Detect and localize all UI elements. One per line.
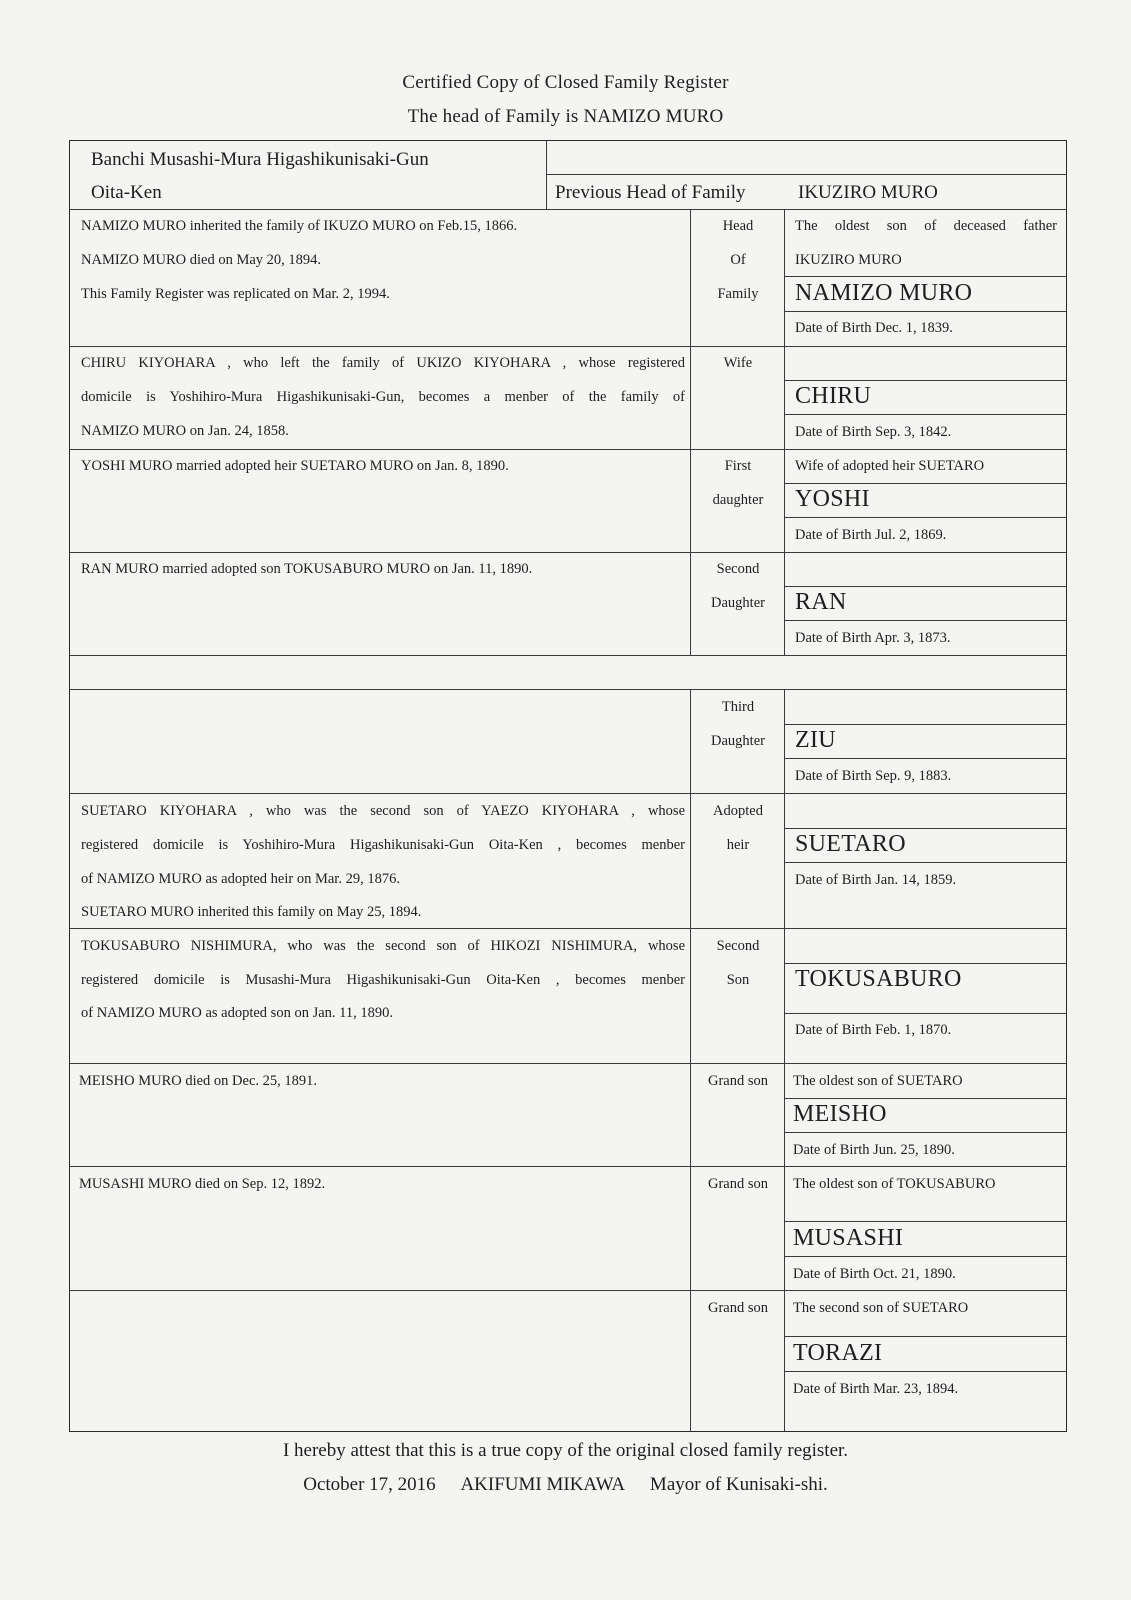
attestation-date: October 17, 2016 <box>303 1474 436 1495</box>
entry-event: TOKUSABURO NISHIMURA, who was the second son of HIKOZI NISHIMURA, whose <box>81 938 685 954</box>
person-line <box>784 483 1066 484</box>
entry-event: This Family Register was replicated on Mar. 2, 1994. <box>81 286 390 302</box>
relation-label: Grand son <box>707 1300 768 1316</box>
domicile-line-2: Oita-Ken <box>91 182 162 203</box>
relation-label: Son <box>726 972 750 988</box>
previous-head-label: Previous Head of Family <box>555 182 746 203</box>
person-line <box>784 828 1066 829</box>
entry-event: NAMIZO MURO died on May 20, 1894. <box>81 252 322 268</box>
relation-label: Wife <box>723 355 753 371</box>
date-of-birth: Date of Birth Sep. 3, 1842. <box>795 424 952 440</box>
person-line <box>784 380 1066 381</box>
attestation-official: AKIFUMI MIKAWA <box>460 1474 626 1495</box>
entry-event: RAN MURO married adopted son TOKUSABURO MURO on Jan. 11, 1890. <box>81 561 533 577</box>
date-of-birth: Date of Birth Sep. 9, 1883. <box>795 768 952 784</box>
person-column-left <box>784 689 785 1431</box>
relation-label: Of <box>730 252 746 268</box>
entry-event: MEISHO MURO died on Dec. 25, 1891. <box>79 1073 318 1089</box>
person-line <box>784 276 1066 277</box>
person-line <box>784 620 1066 621</box>
section-line <box>70 793 1066 794</box>
person-name: TORAZI <box>793 1340 883 1366</box>
person-line <box>784 311 1066 312</box>
person-name: SUETARO <box>795 831 906 857</box>
person-note: The oldest son of SUETARO <box>793 1073 963 1089</box>
person-line <box>784 758 1066 759</box>
section-line <box>70 346 1066 347</box>
header-divider <box>546 141 547 210</box>
entry-event: domicile is Yoshihiro-Mura Higashikunisaki-Gun, becomes a menber of the family of <box>81 389 685 405</box>
person-name: ZIU <box>795 727 836 753</box>
entry-event: MUSASHI MURO died on Sep. 12, 1892. <box>79 1176 326 1192</box>
relation-label: Second <box>716 561 760 577</box>
date-of-birth: Date of Birth Oct. 21, 1890. <box>793 1266 956 1282</box>
person-note: IKUZIRO MURO <box>795 252 902 268</box>
relation-label: Grand son <box>707 1176 768 1192</box>
person-line <box>784 1098 1066 1099</box>
document-subtitle: The head of Family is NAMIZO MURO <box>407 106 724 127</box>
relation-label: daughter <box>712 492 764 508</box>
person-line <box>784 1371 1066 1372</box>
relation-label: Third <box>721 699 755 715</box>
entry-event: SUETARO KIYOHARA , who was the second son of YAEZO KIYOHARA , whose <box>81 803 685 819</box>
person-line <box>784 963 1066 964</box>
date-of-birth: Date of Birth Jan. 14, 1859. <box>795 872 957 888</box>
person-name: RAN <box>795 589 847 615</box>
previous-head-name: IKUZIRO MURO <box>798 182 938 203</box>
person-name: CHIRU <box>795 383 872 409</box>
date-of-birth: Date of Birth Dec. 1, 1839. <box>795 320 953 336</box>
person-note: Wife of adopted heir SUETARO <box>795 458 985 474</box>
person-line <box>784 414 1066 415</box>
attestation-position: Mayor of Kunisaki-shi. <box>649 1474 828 1495</box>
person-line <box>784 1013 1066 1014</box>
date-of-birth: Date of Birth Jun. 25, 1890. <box>793 1142 955 1158</box>
relation-label: Daughter <box>711 733 765 749</box>
person-line <box>784 517 1066 518</box>
domicile-line-1: Banchi Musashi-Mura Higashikunisaki-Gun <box>91 149 429 170</box>
header-mid-line <box>546 174 1066 175</box>
person-note: The second son of SUETARO <box>793 1300 969 1316</box>
entry-event: NAMIZO MURO on Jan. 24, 1858. <box>81 423 289 439</box>
person-line <box>784 1256 1066 1257</box>
relation-column-left <box>690 209 691 656</box>
person-line <box>784 724 1066 725</box>
person-note: The oldest son of deceased father <box>795 218 1057 234</box>
attestation-statement: I hereby attest that this is a true copy of the original closed family register. <box>282 1440 849 1461</box>
section-line <box>70 449 1066 450</box>
entry-event: of NAMIZO MURO as adopted son on Jan. 11, 1890. <box>81 1005 393 1021</box>
relation-column-left <box>690 689 691 1431</box>
family-register-table <box>69 140 1067 1432</box>
header-bottom-line <box>70 209 1066 210</box>
person-name: MUSASHI <box>793 1225 904 1251</box>
section-line <box>70 1166 1066 1167</box>
document-title: Certified Copy of Closed Family Register <box>402 72 729 93</box>
relation-label: heir <box>726 837 750 853</box>
entry-event: registered domicile is Yoshihiro-Mura Higashikunisaki-Gun Oita-Ken , becomes menber <box>81 837 685 853</box>
person-line <box>784 1221 1066 1222</box>
section-line <box>70 928 1066 929</box>
relation-label: Head <box>722 218 754 234</box>
person-name: TOKUSABURO <box>795 966 962 992</box>
person-line <box>784 1132 1066 1133</box>
entry-event: SUETARO MURO inherited this family on May 25, 1894. <box>81 904 422 920</box>
person-line <box>784 1336 1066 1337</box>
entry-event: YOSHI MURO married adopted heir SUETARO MURO on Jan. 8, 1890. <box>81 458 509 474</box>
person-note: The oldest son of TOKUSABURO <box>793 1176 996 1192</box>
relation-label: Grand son <box>707 1073 768 1089</box>
date-of-birth: Date of Birth Mar. 23, 1894. <box>793 1381 959 1397</box>
entry-event: of NAMIZO MURO as adopted heir on Mar. 29, 1876. <box>81 871 400 887</box>
section-line <box>70 1290 1066 1291</box>
person-line <box>784 586 1066 587</box>
entry-event: CHIRU KIYOHARA , who left the family of UKIZO KIYOHARA , whose registered <box>81 355 685 371</box>
person-line <box>784 862 1066 863</box>
date-of-birth: Date of Birth Jul. 2, 1869. <box>795 527 947 543</box>
person-name: NAMIZO MURO <box>795 280 973 306</box>
entry-event: NAMIZO MURO inherited the family of IKUZO MURO on Feb.15, 1866. <box>81 218 518 234</box>
section-line <box>70 689 1066 690</box>
section-line <box>70 1063 1066 1064</box>
relation-label: Family <box>717 286 759 302</box>
relation-label: Daughter <box>711 595 765 611</box>
person-name: MEISHO <box>793 1101 887 1127</box>
entry-event: registered domicile is Musashi-Mura Higashikunisaki-Gun Oita-Ken , becomes menber <box>81 972 685 988</box>
date-of-birth: Date of Birth Apr. 3, 1873. <box>795 630 951 646</box>
relation-label: Second <box>716 938 760 954</box>
attestation-signature <box>0 1474 1131 1496</box>
person-name: YOSHI <box>795 486 870 512</box>
relation-label: First <box>724 458 752 474</box>
section-line <box>70 655 1066 656</box>
date-of-birth: Date of Birth Feb. 1, 1870. <box>795 1022 952 1038</box>
section-line <box>70 552 1066 553</box>
relation-label: Adopted <box>713 803 763 819</box>
